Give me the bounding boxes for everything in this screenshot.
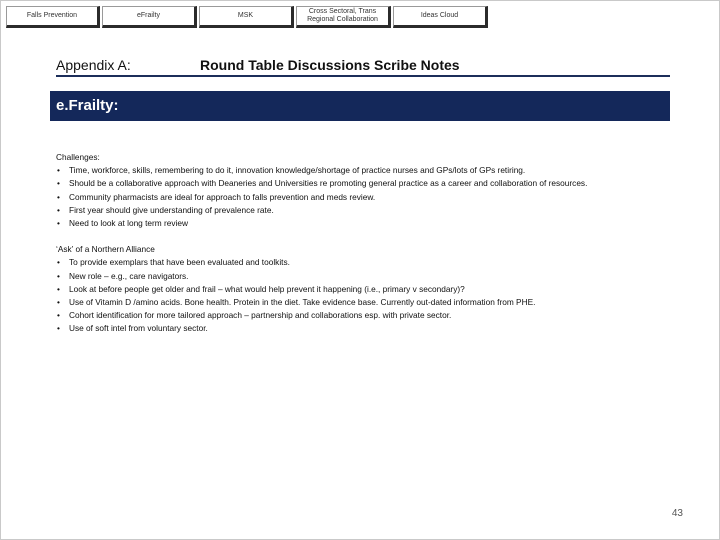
list-item: • To provide exemplars that have been evaluated and toolkits. <box>56 256 656 269</box>
tab-msk[interactable]: MSK <box>199 6 294 28</box>
ask-list <box>56 256 656 335</box>
tab-cross-sectoral[interactable]: Cross Sectoral, Trans Regional Collaboration <box>296 6 391 28</box>
challenges-list <box>56 164 656 230</box>
tab-ideas-cloud[interactable]: Ideas Cloud <box>393 6 488 28</box>
list-item: • Need to look at long term review <box>56 217 656 230</box>
appendix-label: Appendix A: <box>56 57 131 73</box>
list-item: • Community pharmacists are ideal for approach to falls prevention and meds review. <box>56 191 656 204</box>
notes-body <box>56 151 656 336</box>
list-item: • Should be a collaborative approach with Deaneries and Universities re promoting general practice as a career and collaboration of resources. <box>56 177 656 190</box>
ask-heading: ‘Ask’ of a Northern Alliance <box>56 244 155 255</box>
list-item: • First year should give understanding of prevalence rate. <box>56 204 656 217</box>
challenges-heading: Challenges: <box>56 152 100 162</box>
list-item: • New role – e.g., care navigators. <box>56 270 656 283</box>
page-title: Round Table Discussions Scribe Notes <box>200 57 460 73</box>
list-item: • Look at before people get older and frail – what would help prevent it happening (i.e., primary v secondary)? <box>56 283 656 296</box>
list-item: • Cohort identification for more tailored approach – partnership and collaborations esp. with private sector. <box>56 309 656 322</box>
list-item: • Use of soft intel from voluntary sector. <box>56 322 656 335</box>
section-banner <box>50 91 670 121</box>
tab-efrailty[interactable]: eFrailty <box>102 6 197 28</box>
tab-falls-prevention[interactable]: Falls Prevention <box>6 6 100 28</box>
spacer <box>56 230 656 243</box>
list-item: • Time, workforce, skills, remembering to do it, innovation knowledge/shortage of practice nurses and GPs/lots of GPs retiring. <box>56 164 656 177</box>
section-title: e.Frailty: <box>56 97 119 114</box>
heading-row <box>56 57 670 77</box>
page-number: 43 <box>671 508 683 519</box>
list-item: • Use of Vitamin D /amino acids. Bone health. Protein in the diet. Take evidence base. Currently out-dated information from PHE. <box>56 296 656 309</box>
